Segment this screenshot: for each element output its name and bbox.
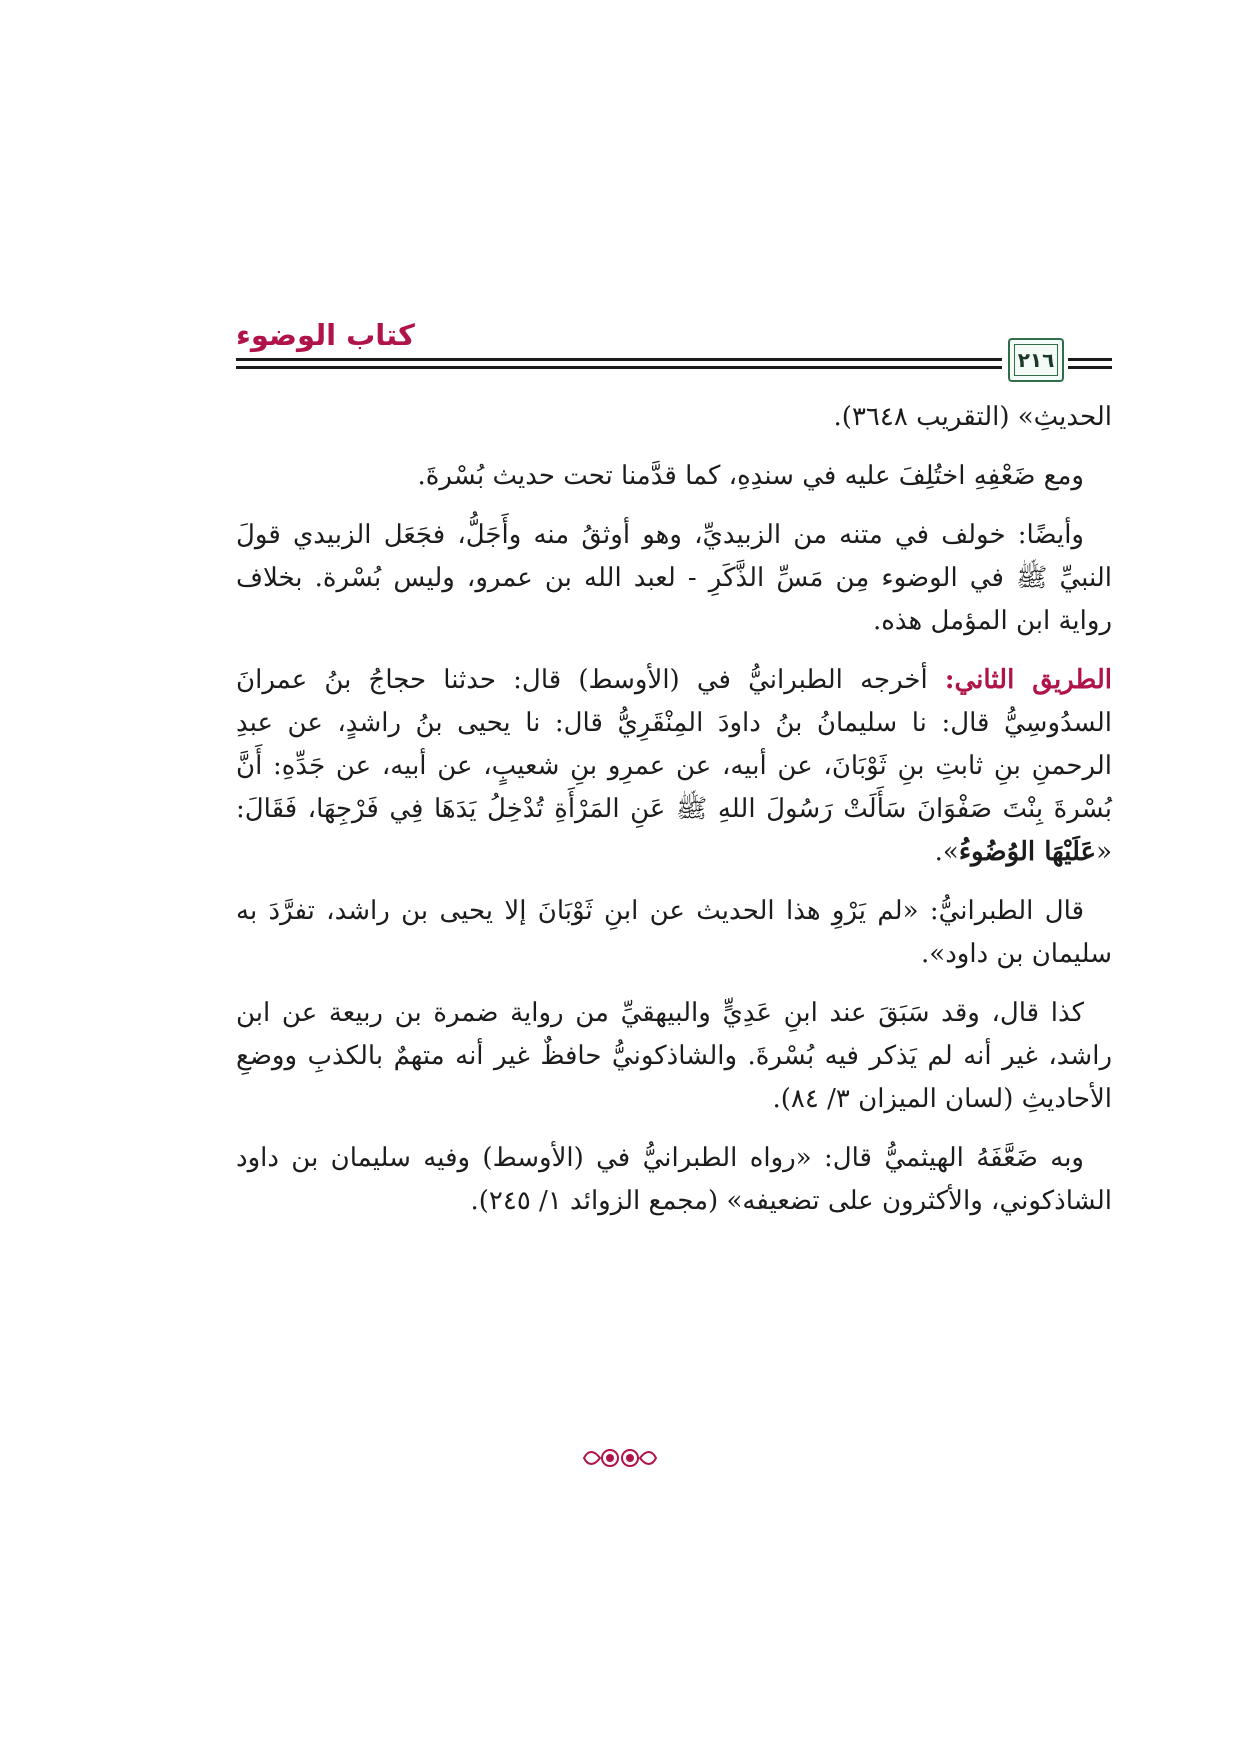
header-rule-right-bottom: [1068, 366, 1112, 369]
hadith-quote: عَلَيْهَا الوُضُوءُ: [958, 837, 1097, 867]
paragraph-6: كذا قال، وقد سَبَقَ عند ابنِ عَدِيٍّ والبيهقيِّ من رواية ضمرة بن ربيعة عن ابن راشد، غير أنه لم يَذكر فيه بُسْرةَ. والشاذكونيُّ حافظٌ غير أنه متهمٌ بالكذبِ ووضعِ الأحاديثِ (لسان الميزان ٣/ ٨٤).: [236, 998, 1112, 1114]
paragraph-5: قال الطبرانيُّ: «لم يَرْوِ هذا الحديث عن ابنِ ثَوْبَانَ إلا يحيى بن راشد، تفرَّدَ به سليمان بن داود».: [236, 896, 1112, 969]
paragraph-3: وأيضًا: خولف في متنه من الزبيديِّ، وهو أوثقُ منه وأَجَلُّ، فجَعَل الزبيدي قولَ النبيِّ ﷺ في الوضوء مِن مَسِّ الذَّكَرِ - لعبد الله بن عمرو، وليس بُسْرة. بخلاف رواية ابن المؤمل هذه.: [236, 520, 1112, 636]
paragraph-1: الحديثِ» (التقريب ٣٦٤٨).: [833, 402, 1112, 432]
paragraph-4-end: ».: [934, 837, 959, 867]
section-label: الطريق الثاني:: [944, 665, 1112, 695]
page-number: ٢١٦: [1014, 344, 1058, 376]
paragraph-2: ومع ضَعْفِهِ اختُلِفَ عليه في سندِهِ، كما قدَّمنا تحت حديث بُسْرةَ.: [417, 461, 1084, 491]
paragraph-4-text: أخرجه الطبرانيُّ في (الأوسط) قال: حدثنا حجاجُ بنُ عمرانَ السدُوسِيُّ قال: نا سليمانُ بنُ داودَ المِنْقَرِيُّ قال: نا يحيى بنُ راشدٍ، عن عبدِ الرحمنِ بنِ ثابتِ بنِ ثَوْبَانَ، عن أبيه، عن عمرِو بنِ شعيبٍ، عن أبيه، عن جَدِّهِ: أَنَّ بُسْرةَ بِنْتَ صَفْوَانَ سَأَلَتْ رَسُولَ اللهِ ﷺ عَنِ المَرْأَةِ تُدْخِلُ يَدَهَا فِي فَرْجِهَا، فَقَالَ: «: [236, 665, 1112, 867]
header-rule-top: [236, 358, 1002, 361]
paragraph-4: [236, 659, 1112, 874]
paragraph-7: وبه ضَعَّفَهُ الهيثميُّ قال: «رواه الطبرانيُّ في (الأوسط) وفيه سليمان بن داود الشاذكوني، والأكثرون على تضعيفه» (مجمع الزوائد ١/ ٢٤٥).: [236, 1143, 1112, 1216]
main-text: [236, 396, 1112, 1239]
floral-ornament-icon: [580, 1440, 660, 1476]
page-number-badge: [1008, 338, 1064, 382]
header-rule-right-top: [1068, 358, 1112, 361]
header-rule-bottom: [236, 366, 1002, 369]
book-title: كتاب الوضوء: [236, 318, 415, 352]
